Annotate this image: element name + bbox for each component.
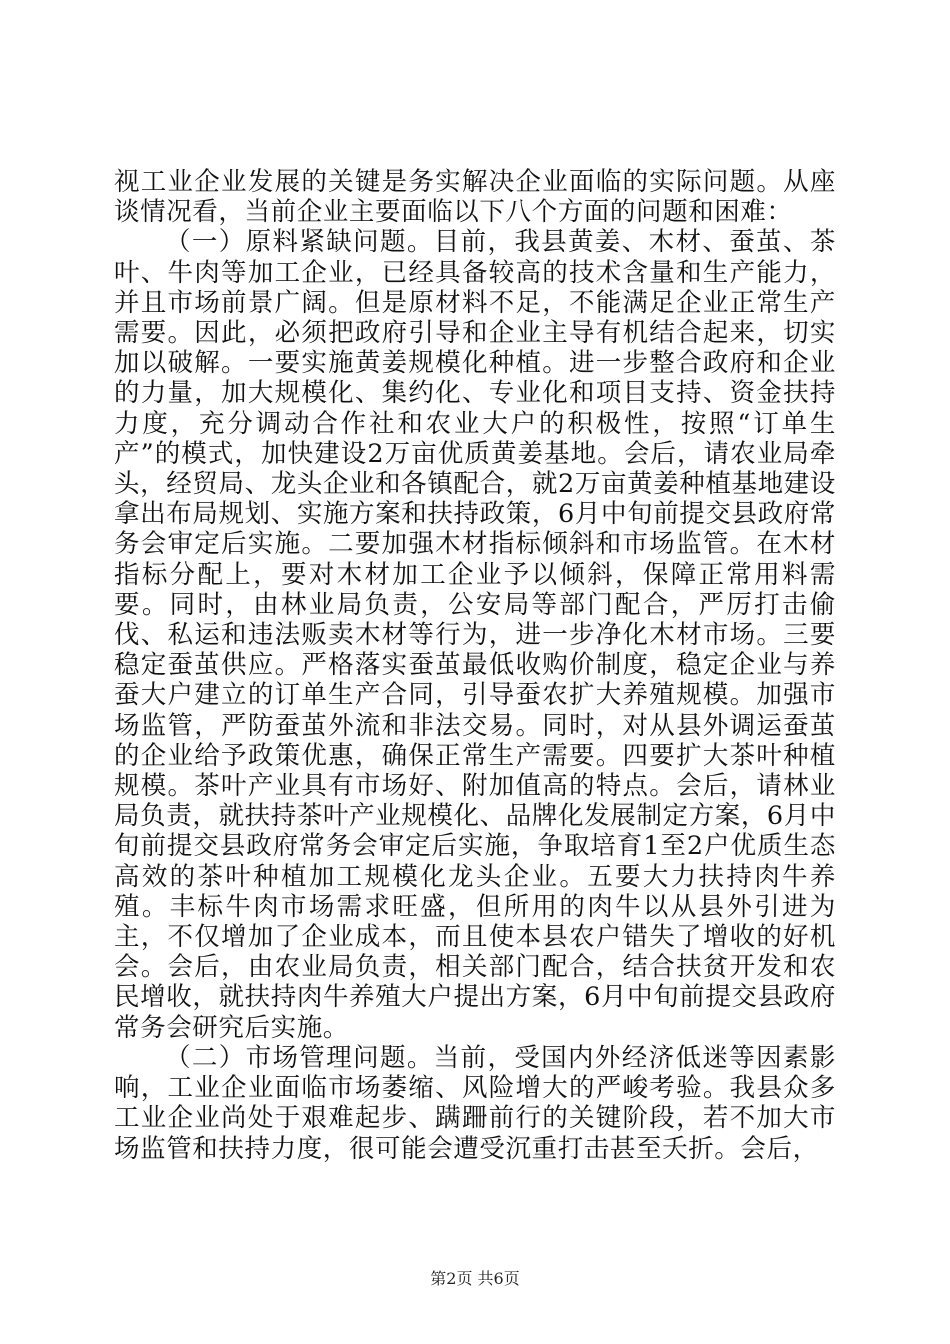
paragraph-raw-materials: （一）原料紧缺问题。目前，我县黄姜、木材、蚕茧、茶叶、牛肉等加工企业，已经具备较高的技术含量和生产能力，并且市场前景广阔。但是原材料不足，不能满足企业正常生产需要。因此，必须把政府引导和企业主导有机结合起来，切实加以破解。一要实施黄姜规模化种植。进一步整合政府和企业的力量，加大规模化、集约化、专业化和项目支持、资金扶持力度，充分调动合作社和农业大户的积极性，按照“订单生产”的模式，加快建设2万亩优质黄姜基地。会后，请农业局牵头，经贸局、龙头企业和各镇配合，就2万亩黄姜种植基地建设拿出布局规划、实施方案和扶持政策，6月中旬前提交县政府常务会审定后实施。二要加强木材指标倾斜和市场监管。在木材指标分配上，要对木材加工企业予以倾斜，保障正常用料需要。同时，由林业局负责，公安局等部门配合，严厉打击偷伐、私运和违法贩卖木材等行为，进一步净化木材市场。三要稳定蚕茧供应。严格落实蚕茧最低收购价制度，稳定企业与养蚕大户建立的订单生产合同，引导蚕农扩大养殖规模。加强市场监管，严防蚕茧外流和非法交易。同时，对从县外调运蚕茧的企业给予政策优惠，确保正常生产需要。四要扩大茶叶种植规模。茶叶产业具有市场好、附加值高的特点。会后，请林业局负责，就扶持茶叶产业规模化、品牌化发展制定方案，6月中旬前提交县政府常务会审定后实施，争取培育1至2户优质生态高效的茶叶种植加工规模化龙头企业。五要大力扶持肉牛养殖。丰标牛肉市场需求旺盛，但所用的肉牛以从县外引进为主，不仅增加了企业成本，而且使本县农户错失了增收的好机会。会后，由农业局负责，相关部门配合，结合扶贫开发和农民增收，就扶持肉牛养殖大户提出方案，6月中旬前提交县政府常务会研究后实施。 xyxy=(114,227,836,1043)
page-number-footer: 第2页 共6页 xyxy=(430,1269,520,1288)
paragraph-market-management: （二）市场管理问题。当前，受国内外经济低迷等因素影响，工业企业面临市场萎缩、风险增大的严峻考验。我县众多工业企业尚处于艰难起步、蹒跚前行的关键阶段，若不加大市场监管和扶持力度，很可能会遭受沉重打击甚至夭折。会后， xyxy=(114,1042,836,1164)
paragraph-continuation: 视工业企业发展的关键是务实解决企业面临的实际问题。从座谈情况看，当前企业主要面临以下八个方面的问题和困难： xyxy=(114,167,836,228)
document-body xyxy=(114,167,836,1164)
